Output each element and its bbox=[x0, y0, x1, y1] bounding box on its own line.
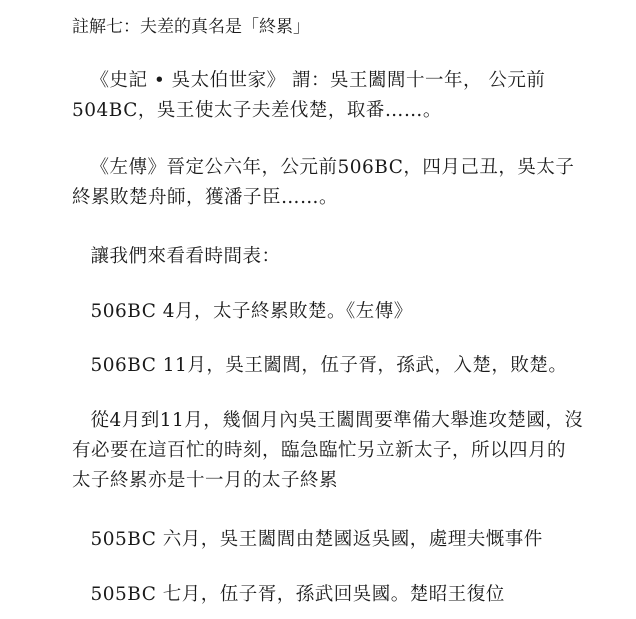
paragraph-line: 506BC 4月，太子終累敗楚。《左傳》 bbox=[90, 301, 413, 322]
paragraph-line: 從4月到11月，幾個月內吳王闔閭要準備大舉進攻楚國，沒 bbox=[90, 410, 584, 431]
paragraph-line: 終累敗楚舟師，獲潘子臣……。 bbox=[72, 187, 339, 208]
paragraph-line: 504BC，吳王使太子夫差伐楚，取番……。 bbox=[72, 100, 442, 121]
timeline-entry bbox=[72, 297, 570, 327]
paragraph-line: 《左傳》晉定公六年，公元前506BC，四月己丑，吳太子 bbox=[90, 157, 575, 178]
paragraph-line: 有必要在這百忙的時刻，臨急臨忙另立新太子，所以四月的 bbox=[72, 440, 567, 461]
paragraph-zuozhuan bbox=[72, 153, 575, 213]
paragraph-line: 讓我們來看看時間表： bbox=[90, 246, 281, 267]
paragraph-line: 506BC 11月，吳王闔閭，伍子胥，孫武，入楚，敗楚。 bbox=[90, 355, 568, 376]
timeline-entry bbox=[72, 580, 570, 610]
timeline-entry bbox=[72, 351, 570, 381]
paragraph-line: 太子終累亦是十一月的太子終累 bbox=[72, 470, 339, 491]
paragraph-line: 505BC 六月，吳王闔閭由楚國返吳國，處理夫慨事件 bbox=[90, 529, 543, 550]
paragraph-timeline-intro bbox=[72, 242, 570, 272]
paragraph-analysis bbox=[72, 406, 584, 496]
note-heading: 註解七：夫差的真名是「終累」 bbox=[72, 17, 310, 37]
timeline-entry bbox=[72, 525, 570, 555]
paragraph-line: 《史記 • 吳太伯世家》 謂：吳王闔閭十一年， 公元前 bbox=[90, 70, 546, 91]
paragraph-shiji bbox=[72, 66, 570, 126]
paragraph-line: 505BC 七月，伍子胥，孫武回吳國。楚昭王復位 bbox=[90, 584, 505, 605]
